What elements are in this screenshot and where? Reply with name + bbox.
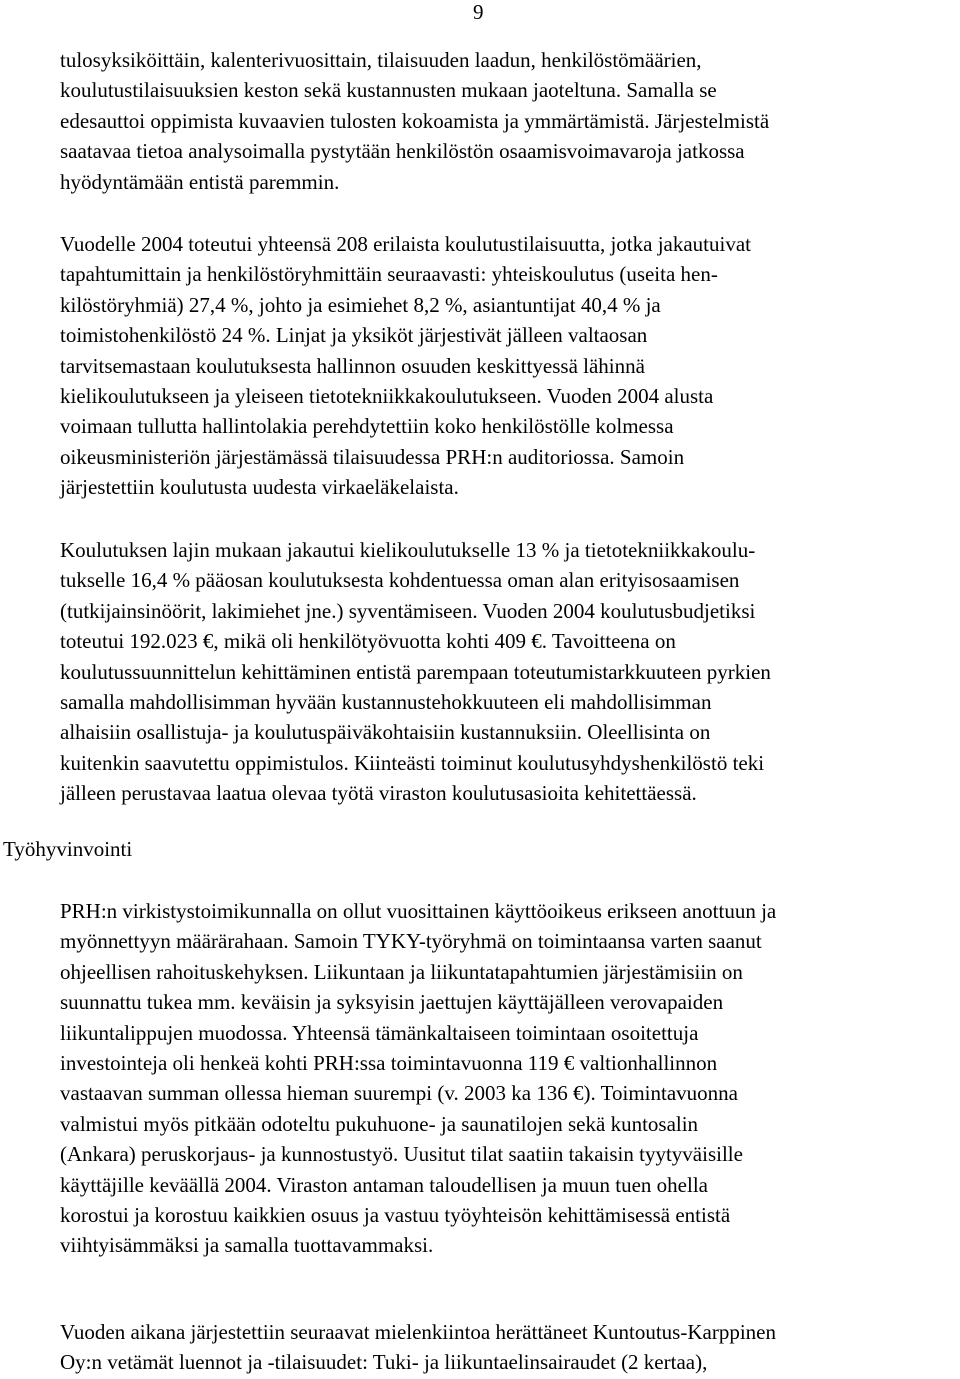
- text-line: koulutustilaisuuksien keston sekä kustannusten mukaan jaoteltuna. Samalla se: [60, 78, 717, 103]
- text-line: kuitenkin saavutettu oppimistulos. Kiinteästi toiminut koulutusyhdyshenkilöstö teki: [60, 750, 765, 775]
- page-number: 9: [473, 0, 484, 24]
- text-line: toimistohenkilöstö 24 %. Linjat ja yksiköt järjestivät jälleen valtaosan: [60, 323, 648, 348]
- paragraph-training-types-budget: [60, 535, 958, 809]
- text-line: järjestettiin koulutusta uudesta virkaeläkelaista.: [60, 475, 459, 500]
- text-line: (tutkijainsinöörit, lakimiehet jne.) syventämiseen. Vuoden 2004 koulutusbudjetiksi: [60, 598, 756, 623]
- text-line: hyödyntämään entistä paremmin.: [60, 169, 340, 194]
- text-line: tapahtumittain ja henkilöstöryhmittäin seuraavasti: yhteiskoulutus (useita hen-: [60, 262, 718, 287]
- text-line: liikuntalippujen muodossa. Yhteensä tämänkaltaiseen toimintaan osoitettuja: [60, 1020, 699, 1045]
- text-line: investointeja oli henkeä kohti PRH:ssa toimintavuonna 119 € valtionhallinnon: [60, 1050, 718, 1075]
- text-line: kielikoulutukseen ja yleiseen tietotekniikkakoulutukseen. Vuoden 2004 alusta: [60, 383, 714, 408]
- text-line: samalla mahdollisimman hyvään kustannustehokkuuteen eli mahdollisimman: [60, 689, 712, 714]
- paragraph-lectures: [60, 1317, 958, 1378]
- text-line: viihtyisämmäksi ja samalla tuottavammaksi.: [60, 1233, 434, 1258]
- section-heading-tyohyvinvointi: Työhyvinvointi: [3, 837, 133, 861]
- text-line: käyttäjille keväällä 2004. Viraston antaman taloudellisen ja muun tuen ohella: [60, 1172, 708, 1197]
- text-line: korostui ja korostuu kaikkien osuus ja vastuu työyhteisön kehittämisessä entistä: [60, 1202, 731, 1227]
- text-line: kilöstöryhmiä) 27,4 %, johto ja esimiehet 8,2 %, asiantuntijat 40,4 % ja: [60, 292, 661, 317]
- text-line: suunnattu tukea mm. keväisin ja syksyisin jaettujen käyttäjälleen verovapaiden: [60, 990, 724, 1015]
- text-line: Koulutuksen lajin mukaan jakautui kielikoulutukselle 13 % ja tietotekniikkakoulu-: [60, 538, 756, 562]
- text-line: myönnettyyn määrärahaan. Samoin TYKY-työryhmä on toimintaansa varten saanut: [60, 929, 762, 954]
- text-line: ohjeellisen rahoituskehyksen. Liikuntaan ja liikuntatapahtumien järjestämisiin on: [60, 959, 743, 984]
- text-line: Vuoden aikana järjestettiin seuraavat mielenkiintoa herättäneet Kuntoutus-Karppinen: [60, 1320, 776, 1344]
- text-line: voimaan tullutta hallintolakia perehdytettiin koko henkilöstölle kolmessa: [60, 414, 674, 439]
- paragraph-training-events-2004: [60, 229, 958, 503]
- text-line: PRH:n virkistystoimikunnalla on ollut vuosittainen käyttöoikeus erikseen anottuun ja: [60, 899, 777, 923]
- text-line: (Ankara) peruskorjaus- ja kunnostustyö. Uusitut tilat saatiin takaisin tyytyväisille: [60, 1142, 743, 1167]
- paragraph-recreation-committee: [60, 896, 958, 1261]
- text-line: tukselle 16,4 % pääosan koulutuksesta kohdentuessa oman alan erityisosaamisen: [60, 568, 740, 593]
- text-line: toteutui 192.023 €, mikä oli henkilötyövuotta kohti 409 €. Tavoitteena on: [60, 629, 676, 654]
- text-line: jälleen perustavaa laatua olevaa työtä viraston koulutusasioita kehitettäessä.: [60, 781, 697, 806]
- text-line: valmistui myös pitkään odoteltu pukuhuone- ja saunatilojen sekä kuntosalin: [60, 1111, 699, 1136]
- text-line: koulutussuunnittelun kehittäminen entistä parempaan toteutumistarkkuuteen pyrkien: [60, 659, 771, 684]
- text-line: tarvitsemastaan koulutuksesta hallinnon osuuden keskittyessä lähinnä: [60, 353, 645, 378]
- text-line: Vuodelle 2004 toteutui yhteensä 208 erilaista koulutustilaisuutta, jotka jakautuivat: [60, 232, 752, 256]
- paragraph-training-reporting: [60, 45, 958, 197]
- text-line: tulosyksiköittäin, kalenterivuosittain, tilaisuuden laadun, henkilöstömäärien,: [60, 48, 702, 72]
- text-line: vastaavan summan ollessa hieman suurempi (v. 2003 ka 136 €). Toimintavuonna: [60, 1081, 738, 1106]
- text-line: alhaisiin osallistuja- ja koulutuspäiväkohtaisiin kustannuksiin. Oleellisinta on: [60, 720, 711, 745]
- text-line: oikeusministeriön järjestämässä tilaisuudessa PRH:n auditoriossa. Samoin: [60, 444, 685, 469]
- text-line: Oy:n vetämät luennot ja -tilaisuudet: Tuki- ja liikuntaelinsairaudet (2 kertaa),: [60, 1350, 708, 1375]
- text-line: saatavaa tietoa analysoimalla pystytään henkilöstön osaamisvoimavaroja jatkossa: [60, 139, 745, 164]
- text-line: edesauttoi oppimista kuvaavien tulosten kokoamista ja ymmärtämistä. Järjestelmistä: [60, 108, 770, 133]
